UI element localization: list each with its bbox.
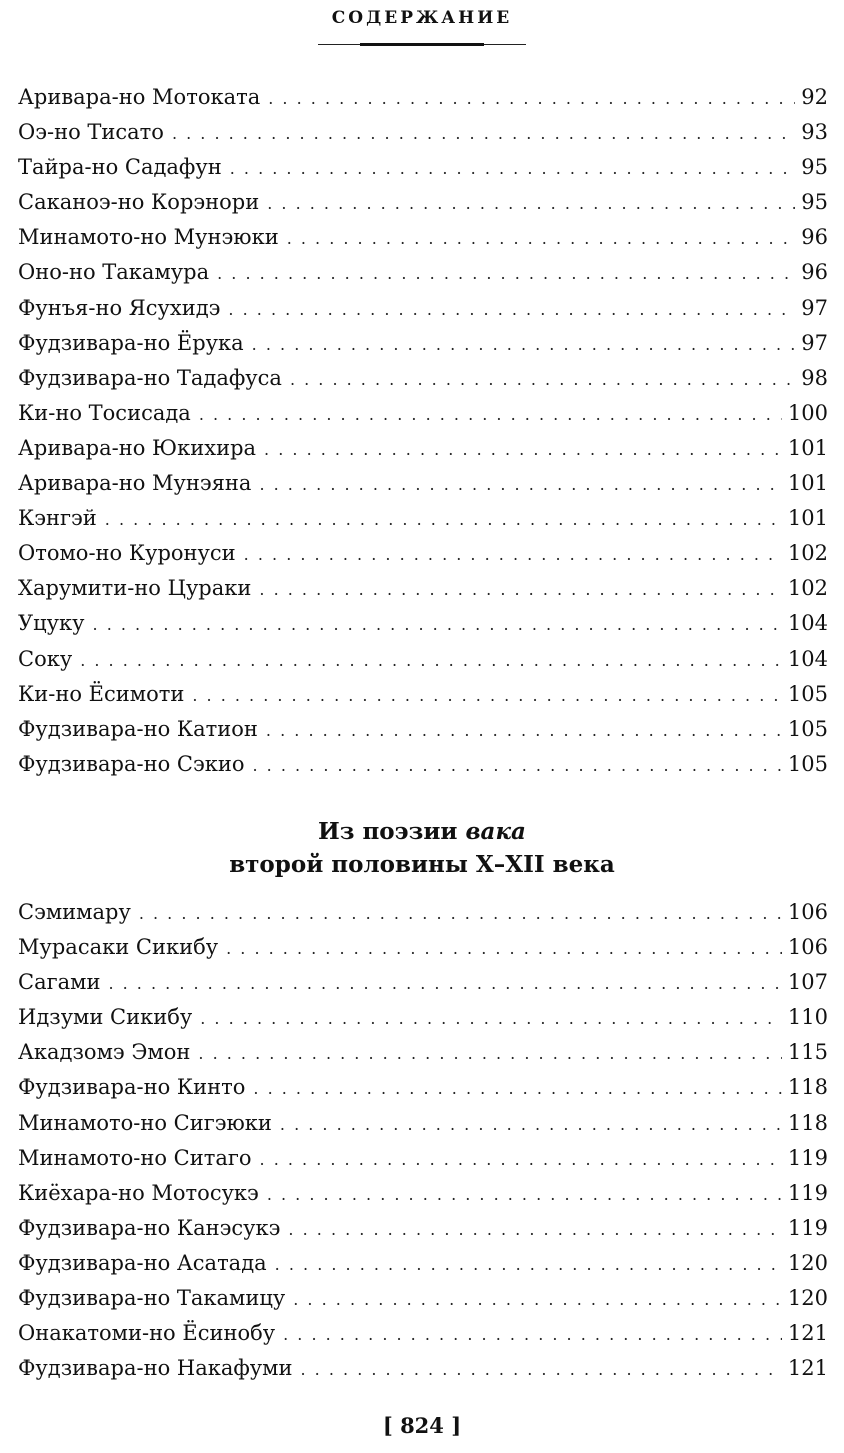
toc-entry: [18, 150, 828, 185]
toc-entry-page: 107: [787, 970, 828, 995]
toc-entry: [18, 291, 828, 326]
toc-entry-title: Онакатоми-но Ёсинобу: [18, 1321, 276, 1346]
toc-dot-leader: [80, 643, 782, 678]
toc-entry-title: Фудзивара-но Катион: [18, 716, 258, 741]
toc-entry: [18, 501, 828, 536]
toc-entry: [18, 930, 828, 965]
toc-entry-page: 110: [787, 1005, 828, 1030]
toc-entry-page: 97: [801, 295, 828, 320]
toc-dot-leader: [266, 713, 782, 748]
toc-dot-leader: [244, 537, 782, 572]
toc-dot-leader: [105, 502, 782, 537]
header-rule-accent: [360, 43, 484, 46]
toc-entry-page: 101: [787, 435, 828, 460]
toc-entry-page: 120: [787, 1250, 828, 1275]
toc-entry: [18, 255, 828, 290]
toc-entry-title: Минамото-но Мунэюки: [18, 225, 279, 250]
toc-entry: [18, 712, 828, 747]
toc-list-part-2: [18, 895, 828, 1386]
toc-entry-page: 102: [787, 576, 828, 601]
toc-entry-page: 115: [787, 1040, 828, 1065]
toc-entry: [18, 1246, 828, 1281]
toc-entry: [18, 1281, 828, 1316]
toc-dot-leader: [217, 256, 795, 291]
toc-dot-leader: [199, 397, 782, 432]
toc-entry-page: 101: [787, 506, 828, 531]
section-heading-italic: вака: [465, 818, 526, 845]
toc-dot-leader: [267, 1177, 782, 1212]
toc-entry-page: 105: [787, 751, 828, 776]
toc-dot-leader: [259, 467, 781, 502]
toc-entry: [18, 1000, 828, 1035]
section-heading-prefix: Из поэзии: [318, 818, 466, 845]
toc-entry: [18, 747, 828, 782]
toc-entry-title: Мурасаки Сикибу: [18, 935, 219, 960]
toc-dot-leader: [264, 432, 782, 467]
toc-entry-page: 119: [787, 1215, 828, 1240]
toc-dot-leader: [192, 678, 782, 713]
toc-entry: [18, 677, 828, 712]
toc-entry-page: 121: [787, 1321, 828, 1346]
toc-entry-title: Фудзивара-но Асатада: [18, 1250, 267, 1275]
toc-entry-title: Ки-но Тосисада: [18, 400, 191, 425]
section-heading: [0, 815, 844, 881]
toc-dot-leader: [280, 1107, 782, 1142]
section-heading-line-2: второй половины X–XII века: [229, 851, 615, 878]
toc-dot-leader: [275, 1247, 782, 1282]
toc-entry-title: Ки-но Ёсимоти: [18, 681, 185, 706]
toc-entry: [18, 185, 828, 220]
toc-entry-page: 97: [801, 330, 828, 355]
toc-entry-title: Киёхара-но Мотосукэ: [18, 1180, 259, 1205]
toc-entry-page: 105: [787, 681, 828, 706]
toc-dot-leader: [93, 607, 782, 642]
toc-dot-leader: [226, 931, 782, 966]
toc-entry: [18, 326, 828, 361]
toc-entry: [18, 1035, 828, 1070]
toc-entry-title: Уцуку: [18, 611, 85, 636]
toc-entry-title: Минамото-но Ситаго: [18, 1145, 252, 1170]
toc-dot-leader: [288, 1212, 781, 1247]
toc-entry-page: 106: [787, 900, 828, 924]
toc-entry-title: Тайра-но Садафун: [18, 155, 222, 180]
toc-entry: [18, 1176, 828, 1211]
toc-entry: [18, 1211, 828, 1246]
toc-entry: [18, 895, 828, 930]
toc-entry-title: Оно-но Такамура: [18, 260, 210, 285]
toc-entry: [18, 80, 828, 115]
toc-entry: [18, 1351, 828, 1386]
toc-entry: [18, 220, 828, 255]
toc-entry-page: 95: [801, 155, 828, 180]
toc-entry: [18, 642, 828, 677]
toc-dot-leader: [283, 1317, 782, 1352]
page-number: [ 824 ]: [382, 1413, 462, 1438]
toc-dot-leader: [290, 362, 795, 397]
toc-entry: [18, 606, 828, 641]
toc-dot-leader: [172, 116, 795, 151]
toc-entry-page: 96: [801, 225, 828, 250]
toc-entry-page: 95: [801, 190, 828, 215]
toc-entry: [18, 361, 828, 396]
toc-dot-leader: [200, 1001, 782, 1036]
toc-entry: [18, 431, 828, 466]
toc-entry-title: Фудзивара-но Ёрука: [18, 330, 244, 355]
toc-entry: [18, 466, 828, 501]
toc-dot-leader: [301, 1352, 782, 1387]
section-heading-line-1: [0, 815, 844, 848]
toc-entry-title: Саканоэ-но Корэнори: [18, 190, 260, 215]
toc-list-part-1: [18, 80, 828, 782]
toc-entry-page: 104: [787, 646, 828, 671]
toc-entry-title: Фудзивара-но Тадафуса: [18, 365, 282, 390]
toc-dot-leader: [268, 81, 795, 116]
toc-entry-page: 105: [787, 716, 828, 741]
toc-entry-title: Отомо-но Куронуси: [18, 541, 236, 566]
toc-dot-leader: [228, 292, 795, 327]
toc-dot-leader: [252, 748, 781, 783]
toc-entry-page: 98: [801, 365, 828, 390]
toc-entry-title: Сагами: [18, 970, 101, 995]
toc-dot-leader: [293, 1282, 782, 1317]
toc-dot-leader: [198, 1036, 782, 1071]
toc-entry-title: Идзуми Сикибу: [18, 1005, 193, 1030]
toc-entry-title: Соку: [18, 646, 73, 671]
toc-entry-title: Харумити-но Цураки: [18, 576, 252, 601]
toc-entry-page: 121: [787, 1356, 828, 1381]
toc-entry: [18, 396, 828, 431]
toc-dot-leader: [230, 151, 796, 186]
toc-dot-leader: [287, 221, 796, 256]
toc-entry-page: 92: [801, 85, 828, 109]
toc-dot-leader: [253, 1071, 782, 1106]
toc-entry-page: 119: [787, 1180, 828, 1205]
toc-entry: [18, 571, 828, 606]
toc-dot-leader: [267, 186, 795, 221]
toc-entry-title: Акадзомэ Эмон: [18, 1040, 191, 1065]
toc-dot-leader: [260, 1142, 782, 1177]
toc-dot-leader: [259, 572, 782, 607]
toc-entry-title: Фудзивара-но Накафуми: [18, 1356, 293, 1381]
running-head: СОДЕРЖАНИЕ: [331, 8, 513, 28]
toc-entry: [18, 965, 828, 1000]
toc-entry-title: Фунъя-но Ясухидэ: [18, 295, 221, 320]
toc-dot-leader: [108, 966, 781, 1001]
toc-entry-title: Фудзивара-но Канэсукэ: [18, 1215, 281, 1240]
toc-entry-page: 120: [787, 1286, 828, 1311]
toc-entry-page: 100: [787, 400, 828, 425]
toc-entry: [18, 115, 828, 150]
toc-entry-page: 119: [787, 1145, 828, 1170]
toc-entry-page: 118: [787, 1075, 828, 1100]
toc-entry: [18, 536, 828, 571]
toc-entry-title: Оэ-но Тисато: [18, 120, 164, 145]
toc-entry: [18, 1316, 828, 1351]
toc-entry-page: 104: [787, 611, 828, 636]
toc-entry-page: 93: [801, 120, 828, 145]
toc-entry: [18, 1141, 828, 1176]
toc-entry: [18, 1106, 828, 1141]
toc-entry-title: Кэнгэй: [18, 506, 97, 531]
toc-entry-page: 102: [787, 541, 828, 566]
toc-entry-page: 118: [787, 1110, 828, 1135]
toc-entry-title: Фудзивара-но Кинто: [18, 1075, 246, 1100]
toc-entry-page: 106: [787, 935, 828, 960]
toc-entry-title: Аривара-но Мотоката: [18, 85, 261, 109]
toc-entry-title: Сэмимару: [18, 900, 131, 924]
toc-entry-title: Фудзивара-но Сэкио: [18, 751, 245, 776]
toc-dot-leader: [252, 327, 796, 362]
toc-entry-page: 96: [801, 260, 828, 285]
toc-entry-page: 101: [787, 471, 828, 496]
toc-entry-title: Аривара-но Юкихира: [18, 435, 257, 460]
toc-entry-title: Фудзивара-но Такамицу: [18, 1286, 286, 1311]
toc-entry-title: Минамото-но Сигэюки: [18, 1110, 272, 1135]
toc-entry: [18, 1070, 828, 1105]
toc-entry-title: Аривара-но Мунэяна: [18, 471, 252, 496]
toc-dot-leader: [139, 896, 782, 931]
